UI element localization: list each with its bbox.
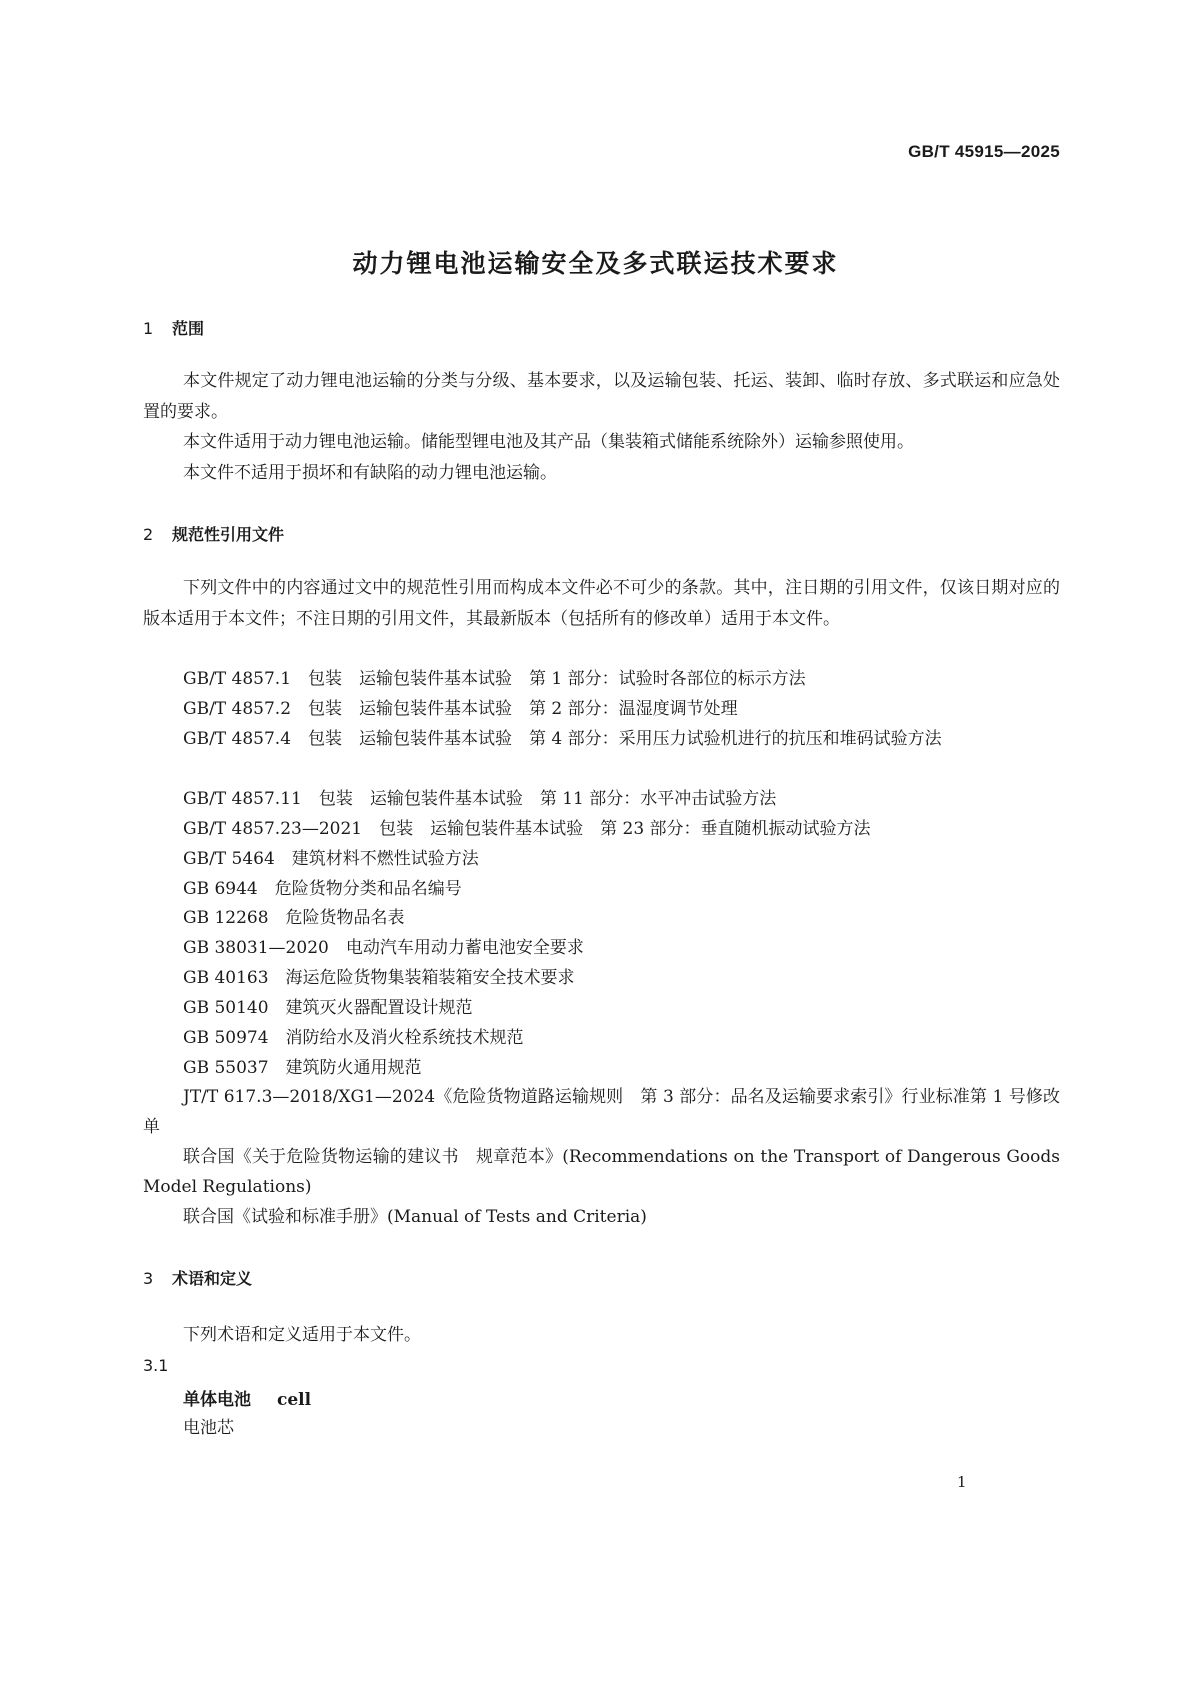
document-title: 动力锂电池运输安全及多式联运技术要求: [352, 249, 839, 278]
reference-item: GB/T 4857.23—2021 包装 运输包装件基本试验 第 23 部分：垂直随机振动试验方法: [183, 819, 871, 839]
reference-item: GB/T 4857.1 包装 运输包装件基本试验 第 1 部分：试验时各部位的标示方法: [183, 669, 806, 689]
clause-number: 3.1: [143, 1356, 169, 1375]
section-2-heading: [143, 522, 284, 545]
reference-item: GB 12268 危险货物品名表: [183, 908, 405, 928]
section-3-heading: [143, 1266, 252, 1289]
reference-item: GB 50140 建筑灭火器配置设计规范: [183, 998, 473, 1018]
paragraph: 本文件不适用于损坏和有缺陷的动力锂电池运输。: [183, 463, 557, 484]
reference-item: GB/T 4857.11 包装 运输包装件基本试验 第 11 部分：水平冲击试验方法: [183, 789, 777, 809]
admitted-term: 电池芯: [183, 1418, 234, 1438]
section-title: 术语和定义: [172, 1269, 253, 1288]
page-number: 1: [957, 1473, 967, 1491]
reference-item: GB/T 4857.2 包装 运输包装件基本试验 第 2 部分：温湿度调节处理: [183, 699, 738, 719]
reference-item: GB/T 4857.4 包装 运输包装件基本试验 第 4 部分：采用压力试验机进行的抗压和堆码试验方法: [183, 729, 942, 749]
reference-item: GB 55037 建筑防火通用规范: [183, 1058, 422, 1078]
reference-item: GB 6944 危险货物分类和品名编号: [183, 879, 462, 899]
term-chinese: 单体电池: [183, 1390, 251, 1410]
section-1-heading: [143, 316, 204, 339]
section-1-body: [143, 366, 1060, 489]
paragraph: 本文件适用于动力锂电池运输。储能型锂电池及其产品（集装箱式储能系统除外）运输参照使用。: [183, 432, 914, 453]
reference-item: GB 40163 海运危险货物集装箱装箱安全技术要求: [183, 968, 575, 988]
reference-item: 联合国《关于危险货物运输的建议书 规章范本》(Recommendations on the Transport of Dangerous Goods Model Regulations): [143, 1147, 1060, 1197]
reference-item: GB 38031—2020 电动汽车用动力蓄电池安全要求: [183, 938, 584, 958]
section-title: 范围: [172, 319, 205, 338]
reference-item: GB/T 5464 建筑材料不燃性试验方法: [183, 849, 479, 869]
section-number: 2: [143, 525, 154, 544]
section-number: 3: [143, 1269, 154, 1288]
reference-item: 联合国《试验和标准手册》(Manual of Tests and Criteria): [183, 1207, 647, 1227]
paragraph: 本文件规定了动力锂电池运输的分类与分级、基本要求，以及运输包装、托运、装卸、临时存放、多式联运和应急处置的要求。: [143, 371, 1060, 422]
term-english: cell: [277, 1390, 312, 1410]
section-2-intro: 下列文件中的内容通过文中的规范性引用而构成本文件必不可少的条款。其中，注日期的引用文件，仅该日期对应的版本适用于本文件；不注日期的引用文件，其最新版本（包括所有的修改单）适用于本文件。: [143, 578, 1060, 629]
reference-item: GB 50974 消防给水及消火栓系统技术规范: [183, 1028, 524, 1048]
reference-item: JT/T 617.3—2018/XG1—2024《危险货物道路运输规则 第 3 部分：品名及运输要求索引》行业标准第 1 号修改单: [143, 1087, 1060, 1137]
section-title: 规范性引用文件: [172, 525, 285, 544]
section-number: 1: [143, 319, 154, 338]
term-entry: [183, 1385, 311, 1410]
standard-code: GB/T 45915—2025: [908, 142, 1060, 161]
section-3-intro: 下列术语和定义适用于本文件。: [183, 1325, 421, 1345]
